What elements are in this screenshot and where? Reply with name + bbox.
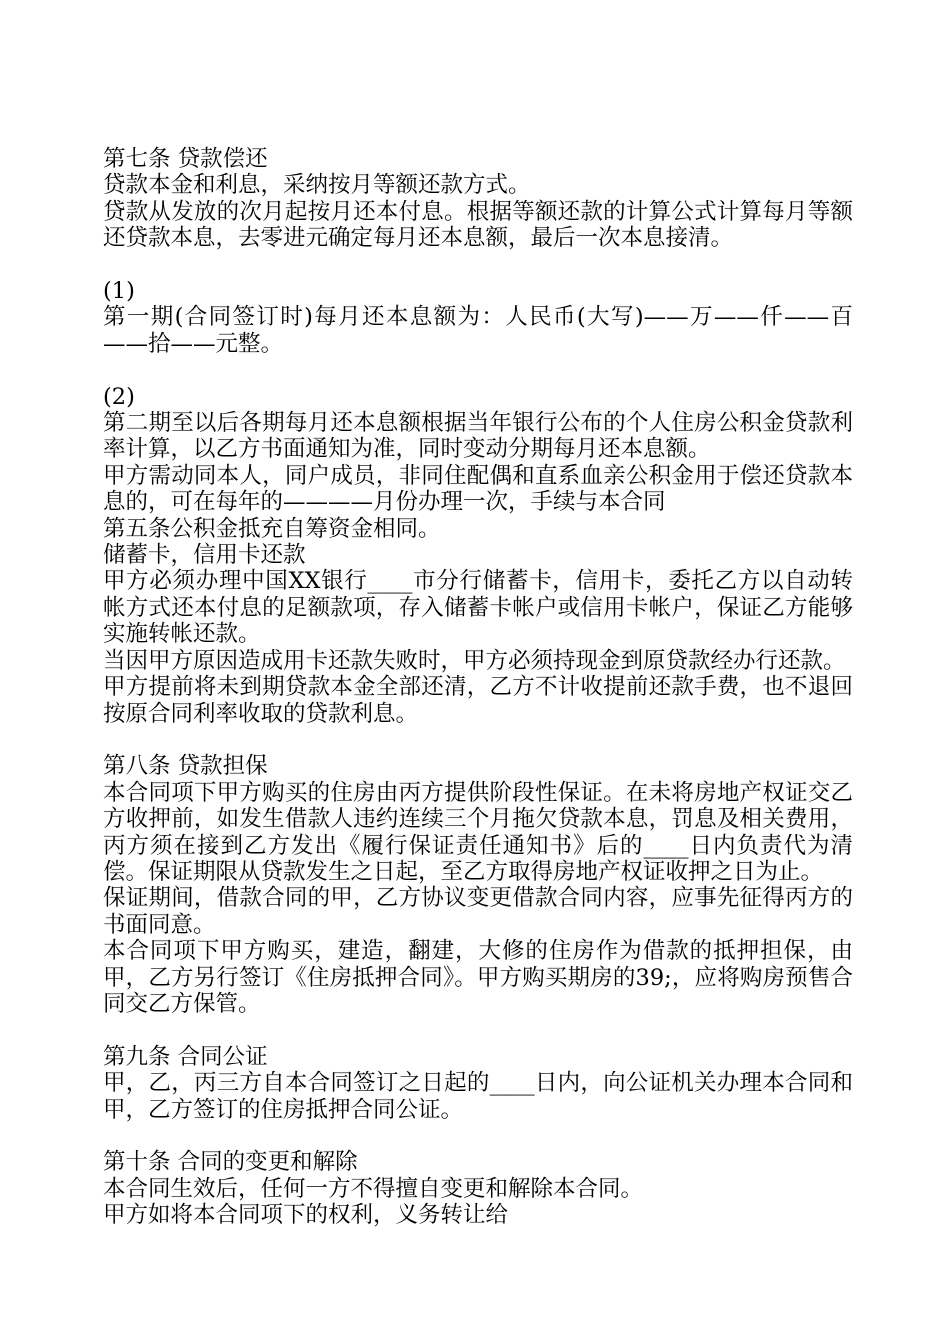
paragraph: 甲，乙，丙三方自本合同签订之日起的____日内，向公证机关办理本合同和甲，乙方签订的住房抵押合同公证。 (103, 1070, 853, 1123)
paragraph: 贷款从发放的次月起按月还本付息。根据等额还款的计算公式计算每月等额还贷款本息，去零进元确定每月还本息额，最后一次本息接清。 (103, 198, 853, 252)
paragraph: 本合同生效后，任何一方不得擅自变更和解除本合同。 (103, 1175, 644, 1202)
article-8-heading: 第八条 贷款担保 (103, 753, 268, 780)
paragraph: 甲方需动同本人，同户成员，非同住配偶和直系血亲公积金用于偿还贷款本息的，可在每年的————月份办理一次，手续与本合同 (103, 462, 853, 516)
article-9-heading: 第九条 合同公证 (103, 1043, 268, 1070)
paragraph: 本合同项下甲方购买，建造，翻建，大修的住房作为借款的抵押担保，由甲，乙方另行签订《住房抵押合同》。甲方购买期房的39;，应将购房预售合同交乙方保管。 (103, 938, 853, 1017)
item-number: (2) (103, 383, 135, 410)
subheading: 储蓄卡，信用卡还款 (103, 542, 306, 569)
paragraph: 第一期(合同签订时)每月还本息额为：人民币(大写)——万——仟——百——拾——元整。 (103, 304, 853, 357)
paragraph: 本合同项下甲方购买的住房由丙方提供阶段性保证。在未将房地产权证交乙方收押前，如发生借款人违约连续三个月拖欠贷款本息，罚息及相关费用，丙方须在接到乙方发出《履行保证责任通知书》后的____日内负责代为清偿。保证期限从贷款发生之日起，至乙方取得房地产权证收押之日为止。 (103, 779, 853, 885)
article-7-heading: 第七条 贷款偿还 (103, 146, 268, 172)
blank-line (103, 1123, 853, 1149)
item-number: (1) (103, 278, 135, 305)
paragraph: 第五条公积金抵充自筹资金相同。 (103, 515, 441, 542)
paragraph: 甲方必须办理中国XX银行____市分行储蓄卡，信用卡，委托乙方以自动转帐方式还本付息的足额款项，存入储蓄卡帐户或信用卡帐户，保证乙方能够实施转帐还款。 (103, 568, 853, 648)
blank-line (103, 357, 853, 383)
article-10-heading: 第十条 合同的变更和解除 (103, 1149, 358, 1176)
paragraph: 甲方提前将未到期贷款本金全部还清，乙方不计收提前还款手费，也不退回按原合同利率收取的贷款利息。 (103, 674, 853, 727)
paragraph: 甲方如将本合同项下的权利，义务转让给 (103, 1202, 509, 1229)
paragraph: 当因甲方原因造成用卡还款失败时，甲方必须持现金到原贷款经办行还款。 (103, 647, 846, 674)
paragraph: 第二期至以后各期每月还本息额根据当年银行公布的个人住房公积金贷款利率计算，以乙方书面通知为准，同时变动分期每月还本息额。 (103, 410, 853, 463)
document-body (103, 146, 853, 1229)
blank-line (103, 252, 853, 278)
blank-line (103, 727, 853, 753)
paragraph: 保证期间，借款合同的甲，乙方协议变更借款合同内容，应事先征得丙方的书面同意。 (103, 885, 853, 938)
paragraph: 贷款本金和利息，采纳按月等额还款方式。 (103, 172, 531, 199)
blank-line (103, 1017, 853, 1043)
